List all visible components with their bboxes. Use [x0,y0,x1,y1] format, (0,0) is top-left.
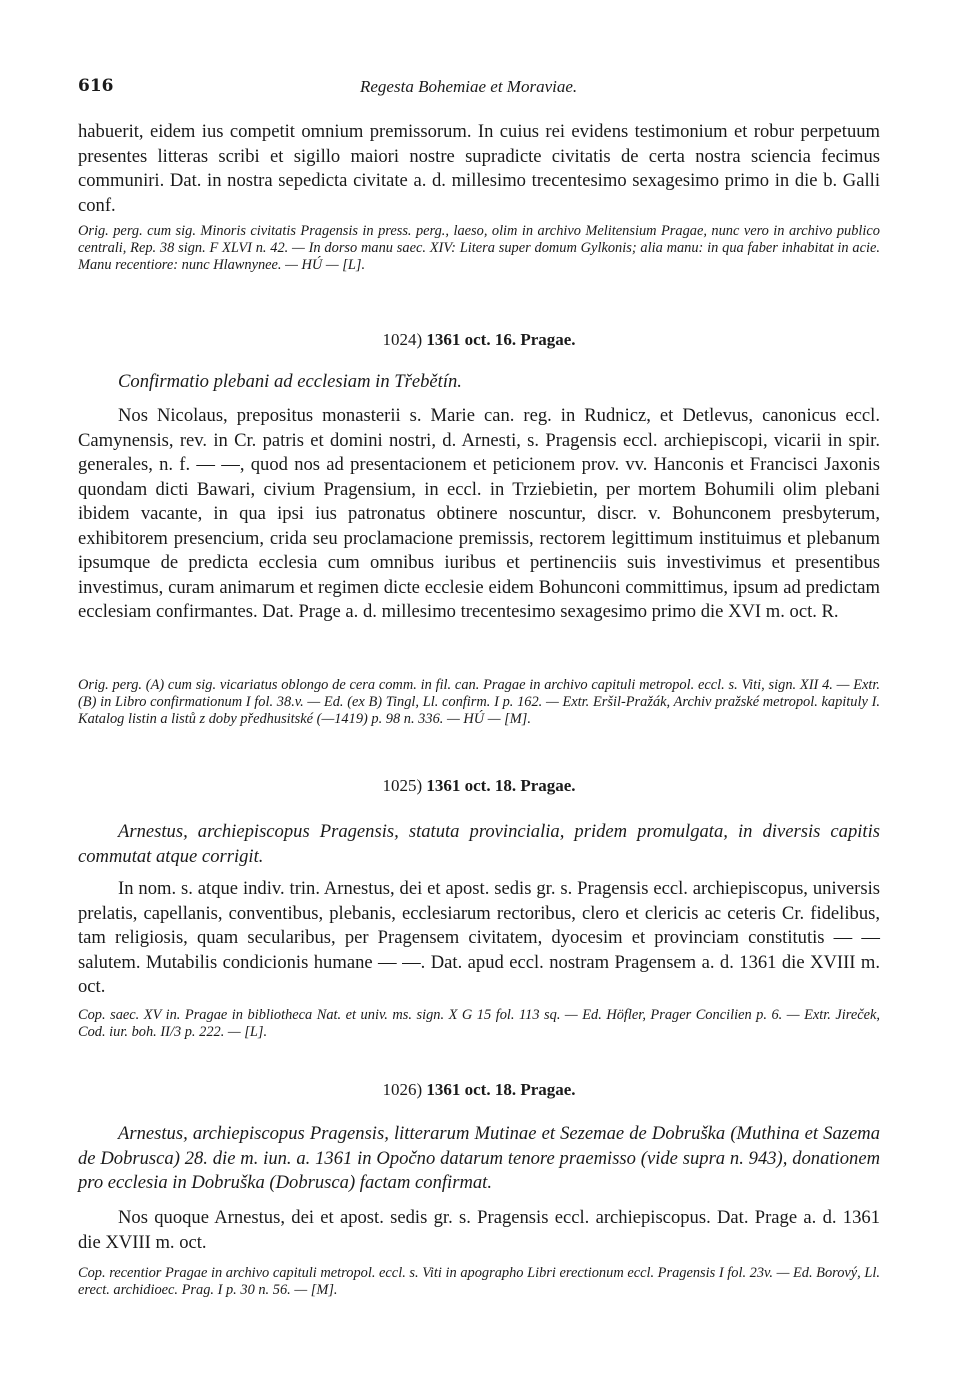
entry-1024-note-block [78,677,880,727]
entry-date: 1361 oct. 18. Pragae. [426,776,576,795]
entry-1025-body [78,877,880,1000]
entry-text: Nos quoque Arnestus, dei et apost. sedis gr. s. Pragensis eccl. archiepiscopus. Dat. Prage a. d. 1361 die XVIII m. oct. [78,1207,880,1253]
entry-date: 1361 oct. 18. Pragae. [426,1080,576,1099]
entry-note: Cop. saec. XV in. Pragae in bibliotheca Nat. et univ. ms. sign. X G 15 fol. 113 sq. — Ed. Höfler, Prager Concilien p. 6. — Extr. Jireček, Cod. iur. boh. II/3 p. 222. — [L]. [78,1007,880,1040]
entry-summary: Arnestus, archiepiscopus Pragensis, litterarum Mutinae et Sezemae de Dobruška (Muthina et Sazema de Dobrusca) 28. die m. iun. a. 1361 in Opočno datarum tenore praemisso (vide supra n. 943), donationem pro ecclesia in Dobruška (Dobrusca) factam confirmat. [78,1123,880,1193]
entry-date: 1361 oct. 16. Pragae. [426,330,576,349]
running-title: Regesta Bohemiae et Moraviae. [360,77,578,96]
entry-note: Cop. recentior Pragae in archivo capituli metropol. eccl. s. Viti in apographo Libri erectionum eccl. Pragensis I fol. 23v. — Ed. Borový, Ll. erect. archidioec. Prag. I p. 30 n. 56. — [M]. [78,1265,880,1298]
previous-entry-note: Orig. perg. cum sig. Minoris civitatis Pragensis in press. perg., laeso, olim in archivo Melitensium Pragae, nunc vero in archivo publico centrali, Rep. 38 sign. F XLVI n. 42. — In dorso manu saec. XIV: Litera super domum Gylkonis; alia manu: in qua faber inhabitat in acie. Manu recentiore: nunc Hlawnynee. — HÚ — [L]. [78,223,880,273]
entry-1026-heading [78,1080,880,1100]
entry-1025-summary-block [78,820,880,869]
entry-summary: Confirmatio plebani ad ecclesiam in Třebětín. [118,371,462,392]
page-number: 616 [78,76,114,96]
previous-entry-note-block [78,223,880,273]
entry-text: In nom. s. atque indiv. trin. Arnestus, dei et apost. sedis gr. s. Pragensis eccl. archiepiscopus, universis prelatis, capellanis, conventibus, plebanis, ecclesiarum rectoribus, clero et clericis ac ceteris Cr. fidelibus, tam religiosis, quam secularibus, per Pragensem civitatem, dyocesim et provinciam constitutis — — salutem. Mutabilis condicionis humane — —. Dat. apud eccl. nostram Pragensem a. d. 1361 die XVIII m. oct. [78,878,880,997]
entry-1025-heading [78,776,880,796]
entry-1024-summary-block [78,370,880,395]
previous-entry-text: habuerit, eidem ius competit omnium premissorum. In cuius rei evidens testimonium et robur perpetuum presentes litteras scribi et sigillo maiori nostre supradicte civitatis de certa nostra sciencia fecimus communiri. Dat. in nostra sepedicta civitate a. d. millesimo trecentesimo sexagesimo primo in die b. Galli conf. [78,121,880,216]
entry-1024-heading [78,330,880,350]
entry-1024-body [78,404,880,625]
previous-entry [78,120,880,218]
entry-1026-body [78,1206,880,1255]
entry-1026-note-block [78,1265,880,1299]
entry-number: 1025) [382,776,423,795]
running-head [78,76,880,98]
entry-note: Orig. perg. (A) cum sig. vicariatus oblongo de cera comm. in fil. can. Pragae in archivo capituli metropol. eccl. s. Viti, sign. XII 4. — Extr. (B) in Libro confirmationum I fol. 38.v. — Ed. (ex B) Tingl, Ll. confirm. I p. 162. — Extr. Eršil-Pražák, Archiv pražské metropol. kapituly I. Katalog listin a listů z doby předhusitské (—1419) p. 98 n. 336. — HÚ — [M]. [78,677,880,727]
entry-1026-summary-block [78,1122,880,1196]
entry-number: 1024) [382,330,423,349]
entry-summary: Arnestus, archiepiscopus Pragensis, statuta provincialia, pridem promulgata, in diversis capitis commutat atque corrigit. [78,821,880,867]
entry-number: 1026) [382,1080,423,1099]
entry-1025-note-block [78,1007,880,1041]
entry-text: Nos Nicolaus, prepositus monasterii s. Marie can. reg. in Rudnicz, et Detlevus, canonicus eccl. Camynensis, rev. in Cr. patris et domini nostri, d. Arnesti, s. Pragensis eccl. archiepiscopi, vicarii in spir. generales, n. f. — —, quod nos ad presentacionem et peticionem prov. vv. Hanconis et Francisci Jaxonis quondam dicti Bawari, civium Pragensium, in eccl. in Trziebietin, per mortem Bohumili olim plebani ibidem vacante, in qua ipsi ius patronatus obtinere noscuntur, discr. v. Bohunconem presbyterum, exhibitorem presencium, crida seu proclamacione premissis, rectorem legittimum instituimus et plebanum ipsumque de predicta ecclesia cum omnibus iuribus et pertinenciis suis investivimus et presentibus investimus, curam animarum et regimen dicte ecclesie eidem Bohunconi committimus, ipsum ad predictam ecclesiam confirmantes. Dat. Prage a. d. millesimo trecentesimo sexagesimo primo die XVI m. oct. R. [78,405,880,622]
